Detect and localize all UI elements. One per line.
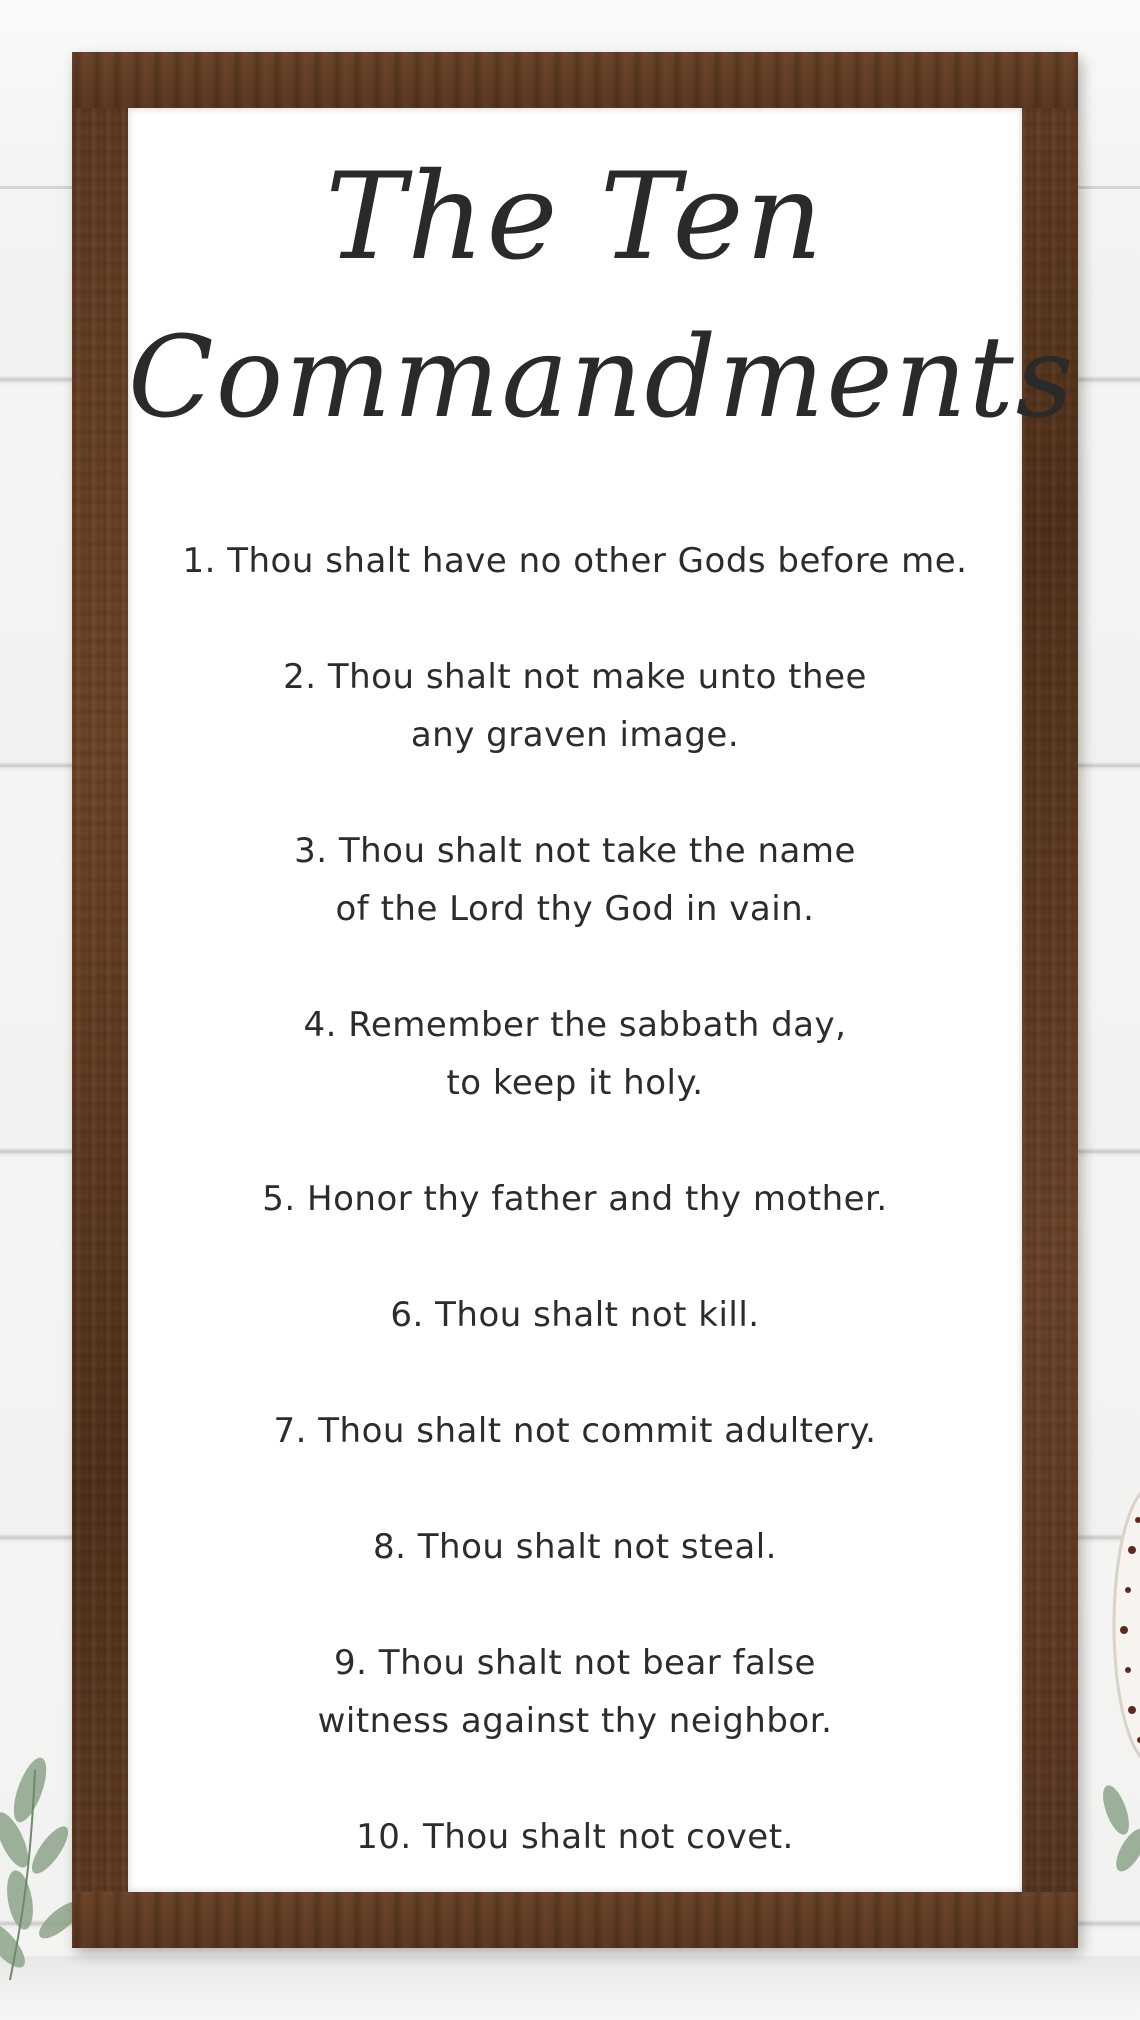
list-spacer <box>128 1750 1022 1808</box>
commandment-line: 8. Thou shalt not steal. <box>373 1527 777 1567</box>
commandment-item <box>128 1286 1022 1344</box>
list-spacer <box>128 938 1022 996</box>
list-spacer <box>128 1228 1022 1286</box>
list-spacer <box>128 1460 1022 1518</box>
frame-bottom-rail <box>72 1892 1078 1948</box>
list-spacer <box>128 1112 1022 1170</box>
commandment-line: 2. Thou shalt not make unto thee <box>283 657 867 697</box>
commandment-line: any graven image. <box>410 715 740 755</box>
commandment-item <box>128 1402 1022 1460</box>
commandment-line: 1. Thou shalt have no other Gods before me. <box>182 541 968 581</box>
decorative-plate <box>1110 1480 1140 1770</box>
commandment-line: 7. Thou shalt not commit adultery. <box>273 1411 877 1451</box>
commandment-line: 3. Thou shalt not take the name <box>294 831 856 871</box>
list-spacer <box>128 590 1022 648</box>
sign-title-line-2: Commandments <box>128 313 1076 443</box>
greenery-right-decoration <box>1076 1770 1140 1890</box>
commandment-line: 5. Honor thy father and thy mother. <box>262 1179 888 1219</box>
commandment-line: 9. Thou shalt not bear false <box>334 1643 816 1683</box>
commandment-line: 10. Thou shalt not covet. <box>356 1817 794 1857</box>
commandments-list <box>128 532 1022 1866</box>
commandment-line: witness against thy neighbor. <box>317 1701 833 1741</box>
frame-top-rail <box>72 52 1078 108</box>
commandment-item <box>128 648 1022 764</box>
list-spacer <box>128 1576 1022 1634</box>
commandment-item <box>128 996 1022 1112</box>
sign-board <box>128 108 1076 1892</box>
commandment-item <box>128 1170 1022 1228</box>
commandment-line: to keep it holy. <box>446 1063 704 1103</box>
list-spacer <box>128 764 1022 822</box>
commandment-item <box>128 532 1022 590</box>
sign-title-line-1: The Ten <box>325 148 825 287</box>
commandment-line: 4. Remember the sabbath day, <box>303 1005 847 1045</box>
list-spacer <box>128 1344 1022 1402</box>
commandment-line: of the Lord thy God in vain. <box>335 889 815 929</box>
wood-frame <box>72 52 1078 1948</box>
commandment-item <box>128 1808 1022 1866</box>
commandment-line: 6. Thou shalt not kill. <box>390 1295 760 1335</box>
commandment-item <box>128 822 1022 938</box>
commandment-item <box>128 1634 1022 1750</box>
shelf-surface <box>0 1956 1140 2020</box>
commandment-item <box>128 1518 1022 1576</box>
